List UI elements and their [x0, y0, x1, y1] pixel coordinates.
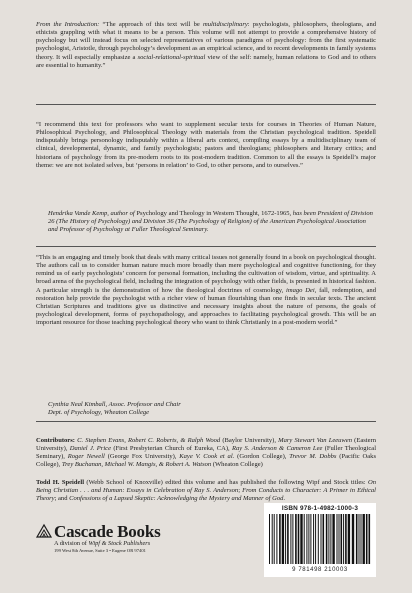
editor-text: . [283, 495, 286, 503]
affiliation: (Baylor University), [220, 437, 279, 444]
review-text: , fall, redemption, and restoration help provide the psychologist with a richer view of human flourishing than one finds in secular texts. The ancient Christian Scriptures and traditions give us distinctive and necessary insights about the nature of persons, the goals of psychological development, forms of psychopathology, and approaches to facilitating psychological growth. This will be an important resource for those teaching psychological theory who want to think Christianly in a post-modern world.” [36, 286, 376, 327]
review-attribution [48, 401, 376, 417]
cascade-logo-icon [36, 523, 52, 539]
affiliation: (Eastern University), [36, 437, 376, 453]
isbn-label: ISBN 978-1-4982-1000-3 [281, 505, 359, 512]
barcode-icon [268, 514, 372, 566]
contributors-list [36, 437, 376, 470]
affiliation: (Gordon College), [234, 453, 290, 461]
contributor-name: C. Stephen Evans, Robert C. Roberts, & Ralph Wood [77, 437, 221, 444]
division-prefix: A division of [54, 540, 89, 547]
contributor-name: Mary Stewart Van Leeuwen [278, 437, 352, 444]
reviewer-name: Hendrika Vande Kemp, author of [48, 210, 135, 217]
divider [36, 246, 376, 247]
affiliation: (Pacific Oaks College), [36, 453, 376, 469]
publisher-address: 199 West 8th Avenue, Suite 3 • Eugene OR 97401 [54, 548, 146, 553]
reviewer-department: Dept. of Psychology, Wheaton College [48, 409, 150, 417]
contributor-name: Roger Newell [67, 453, 105, 461]
intro-text: : psychologists, philosophers, theologians, and ethicists grappling with what it means to be a person. This volume will not attempt to provide a comprehensive history of psychology but will instead focus on selected representatives of various paradigms of psychology: from the first systematic psychologist, Aristotle, through psychology’s development as an empirical science, and to recent developments in family systems theory. It will especially emphasize a [36, 21, 377, 61]
contributors-label: Contributors: [36, 437, 75, 444]
publisher-division [54, 540, 150, 547]
review-quote [36, 254, 376, 327]
review-emphasis: imago Dei [286, 286, 315, 294]
contributor-name: Trevor M. Dobbs [289, 453, 337, 461]
reviewer-credentials: has been President of Division 26 (The History of Psychology) and Division 36 (The Psychology of Religion) of the American Psychological Association and Professor of Psychology at Fuller Theological Seminary. [48, 210, 373, 234]
affiliation: (Wheaton College) [211, 461, 263, 469]
contributor-name: Ray S. Anderson & Cameron Lee [232, 445, 323, 453]
intro-excerpt [36, 21, 376, 70]
intro-emphasis: social-relational-spiritual [137, 53, 206, 61]
intro-text: view of the self: namely, human relations to God and to others are essential to humanity.” [36, 53, 376, 69]
review-text: “This is an engaging and timely book that deals with many critical issues not generally found in a book on psychological thought. The authors call us to consider human nature much more broadly than mere psychological and cognitive functioning, for they remind us of early psychologists’ concern for personal formation, including the cultivation of wisdom, virtue, and spirituality. A broad arena of the psychological field, including the integration of psychology with other fields, is presented in historical fashion. A particular strength is the demonstration of how the theological doctrines of cosmology, [36, 254, 376, 294]
affiliation: (George Fox University), [104, 453, 180, 461]
affiliation: (Fuller Theological Seminary), [36, 445, 377, 461]
isbn-barcode-box [264, 503, 376, 577]
related-title: On Being Christian . . . and Human: Essays in Celebration of Ray S. Anderson [36, 479, 377, 495]
book-title: Psychology and Theology in Western Thought, 1672-1965, [134, 210, 293, 217]
editor-name: Todd H. Speidell [36, 479, 85, 486]
barcode-digits: 9 781498 210003 [292, 567, 348, 573]
editor-text: (Webb School of Knoxville) edited this volume and has published the following Wipf and Stock titles: [84, 479, 368, 486]
division-name: Wipf & Stock Publishers [88, 540, 151, 547]
divider [36, 421, 376, 422]
intro-label: From the Introduction: [36, 21, 100, 28]
contributor-name: Daniel J. Price [69, 445, 111, 453]
intro-emphasis: multidisciplinary [203, 21, 248, 28]
divider [36, 104, 376, 105]
publisher-name: Cascade Books [54, 522, 161, 541]
review-quote: “I recommend this text for professors who want to supplement secular texts for courses in Theories of Human Nature, Philosophical Psychology, and Philosophical Theology with materials from the Christian psychological tradition. Speidell indisputably brings personology indisputably within a liberal arts context, compiling essays by a multidisciplinary team of clinical, developmental, dynamic, and family psychologists; pastors and theologians; philosophers and literary critics; and historians of psychology from its pre-modern roots to its post-modern tradition. Common to all the essays is Speidell’s major theme: we are not isolated selves, but ‘persons in relation’ to God, to other persons, and to ourselves.” [36, 121, 376, 169]
related-title: From Conducts to Character: A Primer in Ethical Theory [36, 487, 376, 503]
editor-text: ; and [54, 495, 70, 503]
editor-text: ; [238, 487, 243, 495]
contributor-name: Trey Buchanan, Michael W. Mangis, & Robert A. Watson [61, 461, 212, 469]
related-title: Confessions of a Lapsed Skeptic: Acknowledging the Mystery and Manner of God [69, 495, 284, 503]
reviewer-name: Cynthia Neal Kimball, Assoc. Professor and Chair [48, 401, 181, 408]
editor-bio [36, 479, 376, 503]
intro-text: “The approach of this text will be [99, 21, 204, 28]
review-attribution [48, 210, 376, 234]
affiliation: (First Presbyterian Church of Eureka, CA), [111, 445, 233, 453]
contributor-name: Kaye V. Cook et al. [179, 453, 235, 461]
